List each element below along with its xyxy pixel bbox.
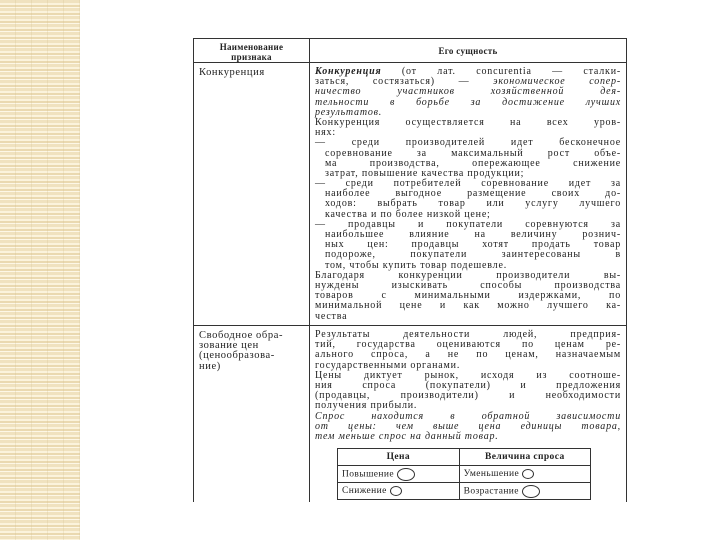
text-segment: качества и по более низкой цене; — [325, 208, 491, 220]
label-line: Свободное обра- — [199, 330, 284, 341]
text-segment: от цены: чем выше цена единицы товара, — [315, 420, 621, 432]
row-divider — [194, 325, 626, 326]
label-line: зование цен — [199, 340, 259, 352]
inner-cell — [459, 466, 590, 483]
text-segment: Благодаря конкуренции производители вы- — [315, 269, 621, 281]
text-segment: тельности в борьбе за достижение лучших — [315, 96, 621, 108]
text-line — [315, 432, 621, 442]
text-segment: том, чтобы купить товар подешевле. — [325, 259, 508, 271]
header-line: Наименование — [219, 42, 284, 52]
text-segment: соревнование за максимальный рост объе- — [325, 147, 621, 159]
circle-blank-icon — [390, 486, 402, 496]
text-segment: ных цен: продавцы хотят продать товар — [325, 239, 621, 251]
text-segment: результатов. — [315, 106, 383, 118]
circle-blank-icon — [397, 468, 415, 481]
text-segment: тий, государства оцениваются по ценам ре- — [315, 339, 621, 351]
text-segment: минимальной цене и как можно лучшего ка- — [315, 300, 621, 312]
header-feature-name — [194, 42, 309, 62]
text-segment: ального спроса, а не по ценам, назначаемым — [315, 349, 621, 361]
table-row — [338, 466, 591, 483]
row-text-competition — [315, 67, 621, 322]
text-segment: нуждены изыскивать способы производства — [315, 279, 621, 291]
text-segment: экономическое сопер- — [493, 76, 621, 88]
cell-text: Повышение — [342, 469, 394, 480]
text-segment: заться, состязаться) — — [315, 76, 494, 88]
text-segment: наиболее выгодное размещение своих до- — [325, 188, 621, 200]
label-line: ние) — [199, 360, 221, 372]
text-segment: ничество участников хозяйственной дея- — [315, 86, 621, 98]
circle-blank-icon — [522, 469, 534, 479]
inner-cell — [338, 483, 460, 500]
cell-text: Уменьшение — [463, 469, 520, 480]
text-segment: тем меньше спрос на данный товар. — [315, 430, 499, 442]
decorative-stripe-border — [0, 0, 80, 540]
row-label-competition — [199, 68, 265, 78]
label-line: Конкуренция — [199, 67, 265, 78]
text-line — [315, 301, 621, 311]
price-demand-table — [337, 448, 591, 500]
row-text-free-pricing — [315, 330, 621, 442]
text-segment: Цены диктует рынок, исходя из соотноше- — [315, 369, 621, 381]
text-segment: ходов: выбрать товар или услугу лучшего — [325, 198, 621, 210]
features-table — [193, 38, 627, 502]
text-segment: нях: — [315, 127, 336, 139]
text-segment: Результаты деятельности людей, предприя- — [315, 329, 621, 340]
circle-blank-icon — [522, 485, 540, 498]
inner-header-price: Цена — [338, 449, 460, 466]
text-segment: Конкуренция осуществляется на всех уров- — [315, 116, 621, 128]
text-segment: — среди потребителей соревнование идет за — [315, 178, 621, 190]
text-line — [315, 312, 621, 322]
column-divider — [309, 39, 310, 502]
text-segment: — продавцы и покупатели соревнуются за — [315, 218, 621, 230]
inner-header-demand: Величина спроса — [459, 449, 590, 466]
text-segment: чества — [315, 310, 348, 322]
text-line — [315, 118, 621, 128]
text-segment: (продавцы, производители) и необходимости — [315, 390, 621, 402]
inner-cell — [459, 483, 590, 500]
text-segment: товаров с минимальными издержками, по — [315, 290, 621, 302]
text-segment: государственными органами. — [315, 359, 461, 371]
text-segment: — среди производителей идет бесконечное — [315, 137, 621, 149]
text-segment: Конкуренция — [315, 66, 382, 77]
table-row — [338, 483, 591, 500]
cell-text: Возрастание — [463, 486, 519, 497]
header-divider — [194, 62, 626, 63]
header-essence: Его сущность — [438, 46, 498, 56]
text-segment: наибольшее влияние на величину рознич- — [325, 229, 621, 240]
text-segment: ния спроса (покупатели) и предложения — [315, 379, 621, 391]
text-segment: получения прибыли. — [315, 400, 418, 412]
text-segment: ма производства, опережающее снижение — [325, 157, 621, 169]
row-label-free-pricing — [199, 331, 283, 372]
text-segment: (от лат. concurentia — сталки- — [381, 66, 621, 77]
text-segment: Спрос находится в обратной зависимости — [315, 410, 621, 422]
cell-text: Снижение — [342, 486, 387, 497]
text-segment: затрат, повышение качества продукции; — [325, 167, 525, 179]
header-line: признака — [231, 52, 272, 62]
inner-cell — [338, 466, 460, 483]
text-segment: подороже, покупатели заинтересованы в — [325, 249, 621, 261]
label-line: (ценообразова- — [199, 350, 275, 362]
